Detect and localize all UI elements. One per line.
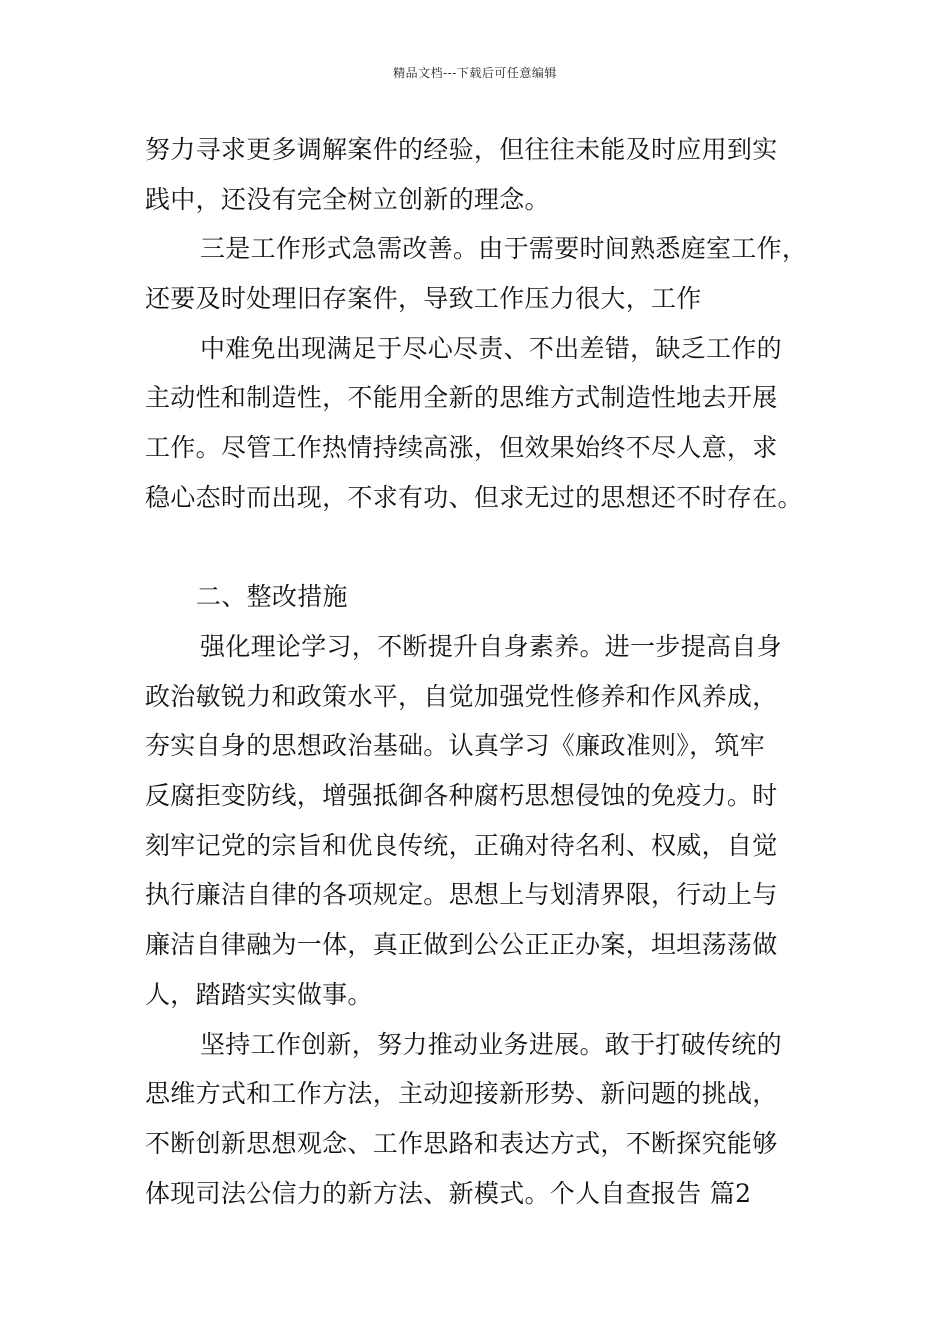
body-line: 政治敏锐力和政策水平，自觉加强党性修养和作风养成， — [145, 682, 778, 711]
body-line: 主动性和制造性，不能用全新的思维方式制造性地去开展 — [145, 383, 778, 412]
body-line: 体现司法公信力的新方法、新模式。个人自查报告 篇2 — [145, 1179, 752, 1208]
body-line: 执行廉洁自律的各项规定。思想上与划清界限，行动上与 — [145, 880, 778, 909]
paragraph-start-line: 坚持工作创新，努力推动业务进展。敢于打破传统的 — [200, 1030, 782, 1059]
body-line: 思维方式和工作方法，主动迎接新形势、新问题的挑战， — [145, 1079, 778, 1108]
body-line: 践中，还没有完全树立创新的理念。 — [145, 185, 550, 214]
body-line: 还要及时处理旧存案件，导致工作压力很大，工作 — [145, 284, 702, 313]
section-heading: 二、整改措施 — [196, 582, 348, 611]
body-line: 努力寻求更多调解案件的经验，但往往未能及时应用到实 — [145, 135, 778, 164]
body-line: 人，踏踏实实做事。 — [145, 980, 373, 1009]
body-line: 不断创新思想观念、工作思路和表达方式，不断探究能够 — [145, 1129, 778, 1158]
body-line: 廉洁自律融为一体，真正做到公公正正办案，坦坦荡荡做 — [145, 930, 778, 959]
body-line: 夯实自身的思想政治基础。认真学习《廉政准则》，筑牢 — [145, 731, 766, 760]
page-header: 精品文档---下载后可任意编辑 — [393, 66, 557, 80]
paragraph-start-line: 三是工作形式急需改善。由于需要时间熟悉庭室工作， — [200, 234, 808, 263]
body-line: 刻牢记党的宗旨和优良传统，正确对待名利、权威，自觉 — [145, 831, 778, 860]
body-line: 反腐拒变防线，增强抵御各种腐朽思想侵蚀的免疫力。时 — [145, 781, 778, 810]
paragraph-start-line: 强化理论学习，不断提升自身素养。进一步提高自身 — [200, 632, 782, 661]
body-line: 工作。尽管工作热情持续高涨，但效果始终不尽人意，求 — [145, 433, 778, 462]
body-line: 稳心态时而出现，不求有功、但求无过的思想还不时存在。 — [145, 483, 803, 512]
paragraph-start-line: 中难免出现满足于尽心尽责、不出差错，缺乏工作的 — [200, 334, 782, 363]
